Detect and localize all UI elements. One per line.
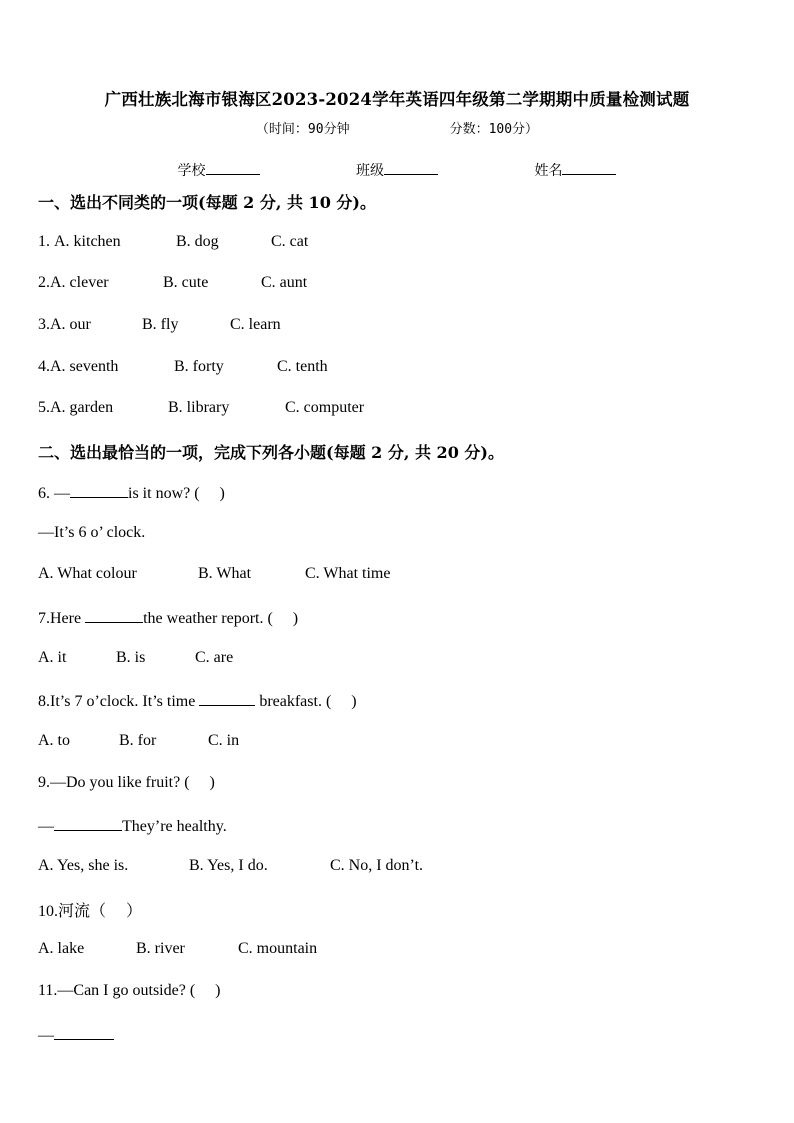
question-10: 10.河流（ ） [38,903,143,920]
option-a: A. clever [50,274,109,291]
school-field [178,160,260,180]
option-a: A. it [38,649,67,666]
option-b: B. Yes, I do. [189,857,268,874]
exam-subtitle [0,118,794,137]
option-b: B. library [168,399,230,416]
question-suffix: the weather report. ( ) [143,610,299,627]
question-11: 11.—Can I go outside? ( ) [38,982,221,999]
question-10-options [38,940,317,958]
answer-blank [54,1024,114,1040]
option-c: C. cat [271,233,309,250]
class-blank [384,160,438,175]
question-6-options [38,565,390,583]
question-number: 5. [38,399,50,416]
option-c: C. aunt [261,274,308,291]
option-a: A. What colour [38,565,137,582]
reply-prefix: — [38,1027,54,1044]
question-number: 1. [38,233,54,250]
option-c: C. are [195,649,234,666]
question-4 [38,358,328,376]
question-9-reply [38,815,227,836]
school-blank [206,160,260,175]
answer-blank [85,607,143,623]
option-b: B. cute [163,274,209,291]
name-blank [562,160,616,175]
question-7-options [38,649,233,667]
option-a: A. lake [38,940,85,957]
option-c: C. tenth [277,358,328,375]
name-label: 姓名 [534,163,563,179]
question-5 [38,399,364,417]
option-b: B. for [119,732,157,749]
exam-title: 广西壮族北海市银海区2023-2024学年英语四年级第二学期期中质量检测试题 [104,90,690,109]
option-a: A. garden [50,399,114,416]
question-11-reply [38,1024,114,1045]
total-score: 分数：100分） [449,122,539,137]
question-prefix: 6. — [38,485,70,502]
question-prefix: 7.Here [38,610,86,627]
student-info [0,160,794,180]
option-b: B. is [116,649,146,666]
question-9-options [38,857,423,875]
option-a: A. kitchen [54,233,121,250]
option-b: B. river [136,940,185,957]
question-suffix: is it now? ( ) [128,485,225,502]
question-9: 9.—Do you like fruit? ( ) [38,774,215,791]
question-number: 2. [38,274,50,291]
question-8-options [38,732,239,750]
section1-heading: 一、选出不同类的一项(每题 2 分, 共 10 分)。 [38,193,376,212]
reply-prefix: — [38,818,54,835]
question-6 [38,482,225,503]
option-c: C. No, I don’t. [330,857,424,874]
question-prefix: 8.It’s 7 o’clock. It’s time [38,693,200,710]
question-6-reply: —It’s 6 o’ clock. [38,524,146,541]
reply-suffix: They’re healthy. [122,818,227,835]
option-a: A. seventh [50,358,119,375]
option-b: B. What [198,565,252,582]
question-1 [38,233,308,251]
question-3 [38,316,281,334]
section2-heading: 二、选出最恰当的一项，完成下列各小题(每题 2 分, 共 20 分)。 [38,443,504,462]
answer-blank [54,815,122,831]
question-suffix: breakfast. ( ) [255,693,357,710]
school-label: 学校 [177,163,206,179]
option-c: C. in [208,732,240,749]
option-a: A. to [38,732,70,749]
option-c: C. computer [285,399,365,416]
option-a: A. Yes, she is. [38,857,129,874]
answer-blank [70,482,128,498]
question-8 [38,690,357,711]
option-a: A. our [50,316,91,333]
option-c: C. mountain [238,940,318,957]
class-field [356,160,438,180]
name-field [534,160,616,180]
option-b: B. dog [176,233,219,250]
question-2 [38,274,307,292]
class-label: 班级 [356,163,384,179]
time-limit: （时间：90分钟 [255,122,350,137]
question-number: 4. [38,358,50,375]
answer-blank [199,690,255,706]
option-c: C. What time [305,565,391,582]
option-b: B. fly [142,316,179,333]
question-7 [38,607,298,628]
option-c: C. learn [230,316,281,333]
question-number: 3. [38,316,50,333]
option-b: B. forty [174,358,224,375]
